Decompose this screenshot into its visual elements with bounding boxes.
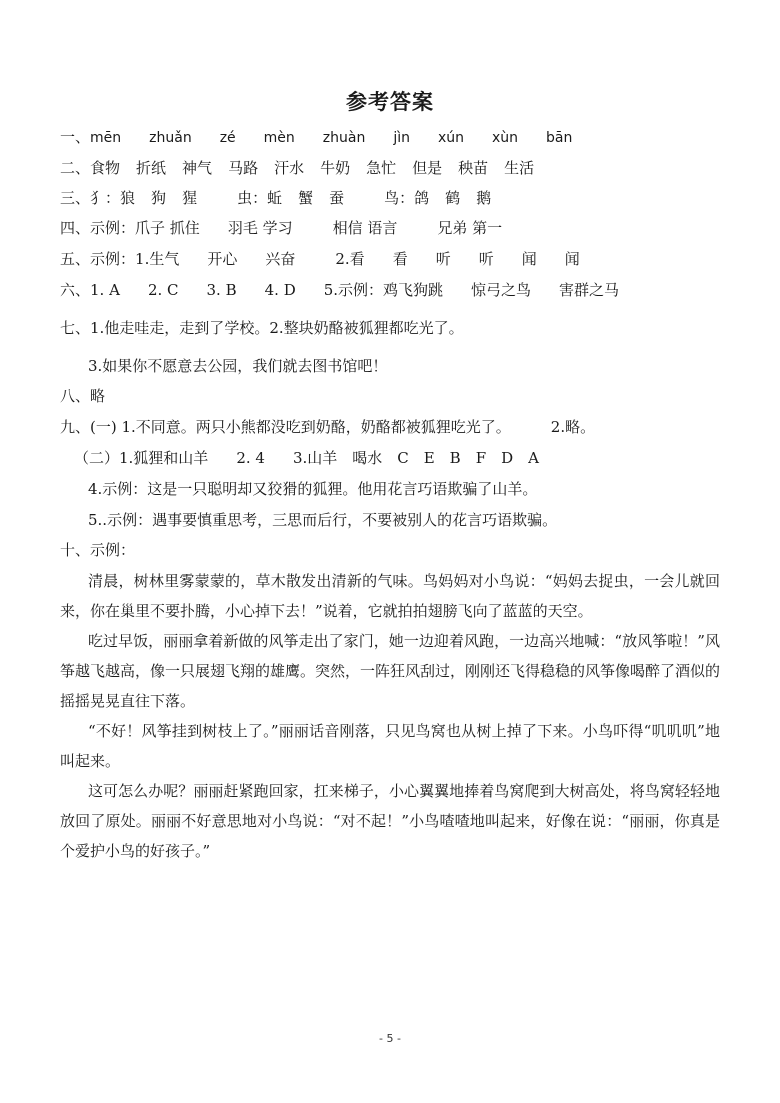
example-intro: 示例： — [90, 250, 136, 268]
idiom-answer: 害群之马 — [559, 281, 620, 299]
pinyin-item: mēn — [90, 130, 122, 146]
pinyin-item: jìn — [393, 130, 410, 146]
answer-9-sub-3: 3.山羊 喝水 C E B F D A — [292, 449, 539, 467]
character: 猩 — [182, 189, 198, 207]
answer-word: 听 — [435, 250, 451, 268]
answer-6-label: 六、 — [60, 281, 91, 299]
essay-paragraph: 清晨，树林里雾蒙蒙的，草木散发出清新的气味。鸟妈妈对小鸟说：“妈妈去捉虫，一会儿就回来，你在巢里不要扑腾，小心掉下去！”说着，它就拍拍翅膀飞向了蓝蓝的天空。 — [60, 572, 720, 620]
pinyin-item: bān — [546, 130, 573, 146]
word-pair: 相信 语言 — [332, 219, 398, 237]
answer-word: 兴奋 — [265, 250, 296, 268]
answer-4 — [60, 218, 502, 238]
answer-word: 看 — [392, 250, 408, 268]
answer-4-label: 四、 — [60, 219, 91, 237]
answer-8: 八、略 — [60, 387, 106, 405]
answer-10-head: 十、示例： — [60, 541, 136, 559]
essay-paragraph: 这可怎么办呢？丽丽赶紧跑回家，扛来梯子，小心翼翼地捧着鸟窝爬到大树高处，将鸟窝轻轻地放回了原处。丽丽不好意思地对小鸟说：“对不起！”小鸟喳喳地叫起来，好像在说：“丽丽，你真是个爱护小鸟的好孩子。” — [60, 782, 720, 860]
answer-5-label: 五、 — [60, 250, 91, 268]
character: 蚯 — [267, 189, 283, 207]
answer-9-line-2 — [74, 448, 539, 468]
answer-word: 闻 — [564, 250, 580, 268]
pinyin-item: zhuàn — [322, 130, 366, 146]
answer-9-sub-2: 2. 4 — [236, 449, 265, 467]
answer-3-label: 三、 — [60, 189, 91, 207]
choice-answer: 2. C — [147, 281, 179, 299]
pinyin-item: mèn — [263, 130, 295, 146]
answer-9-part-1: 九、(一) 1.不同意。两只小熊都没吃到奶酪，奶酪都被狐狸吃光了。 — [60, 418, 511, 436]
answer-7-line-1: 七、1.他走哇走，走到了学校。2.整块奶酪被狐狸都吃光了。 — [60, 319, 464, 337]
choice-answer: 4. D — [264, 281, 296, 299]
answer-word: 开心 — [207, 250, 238, 268]
word-pair: 兄弟 第一 — [437, 219, 503, 237]
word: 生活 — [504, 159, 535, 177]
pinyin-item: zhuǎn — [149, 130, 192, 146]
choice-answer: 3. B — [206, 281, 237, 299]
radical-group-head: 虫： — [237, 189, 268, 207]
character: 鸽 — [414, 189, 430, 207]
idiom-answer: 5.示例：鸡飞狗跳 — [323, 281, 444, 299]
choice-answer: 1. A — [90, 281, 120, 299]
word: 折纸 — [136, 159, 167, 177]
answer-6 — [60, 280, 619, 300]
word: 食物 — [90, 159, 121, 177]
answer-word: 听 — [478, 250, 494, 268]
radical-group-head: 鸟： — [384, 189, 415, 207]
essay-paragraph: “不好！风筝挂到树枝上了。”丽丽话音刚落，只见鸟窝也从树上掉了下来。小鸟吓得“叽叽叽”地叫起来。 — [60, 722, 720, 770]
answer-9-line-4: 5..示例：遇事要慎重思考，三思而后行，不要被别人的花言巧语欺骗。 — [88, 511, 558, 529]
idiom-answer: 惊弓之鸟 — [471, 281, 532, 299]
pinyin-list — [90, 130, 572, 146]
answer-9-sub-1: （二）1.狐狸和山羊 — [74, 449, 209, 467]
answer-word: 2.看 — [335, 250, 365, 268]
radical-group-head: 犭： — [90, 189, 121, 207]
answer-9-line-1 — [60, 417, 595, 437]
word-pair: 羽毛 学习 — [227, 219, 293, 237]
character: 鹅 — [476, 189, 492, 207]
word: 秧苗 — [458, 159, 489, 177]
character: 蟹 — [298, 189, 314, 207]
character: 蚕 — [329, 189, 345, 207]
answer-word: 闻 — [521, 250, 537, 268]
character: 狗 — [151, 189, 167, 207]
pinyin-item: xún — [437, 130, 465, 146]
pinyin-item: xùn — [492, 130, 519, 146]
character: 狼 — [120, 189, 136, 207]
example-intro: 示例： — [90, 219, 136, 237]
answer-3 — [60, 188, 491, 208]
page-title: 参考答案 — [346, 90, 434, 114]
word: 急忙 — [366, 159, 397, 177]
essay-paragraph: 吃过早饭，丽丽拿着新做的风筝走出了家门，她一边迎着风跑，一边高兴地喊：“放风筝啦！”风筝越飞越高，像一只展翅飞翔的雄鹰。突然，一阵狂风刮过，刚刚还飞得稳稳的风筝像喝醉了酒似的摇摇晃晃直往下落。 — [60, 632, 721, 710]
answer-9-part-2: 2.略。 — [550, 418, 596, 436]
answer-1 — [60, 127, 572, 148]
word: 牛奶 — [320, 159, 351, 177]
word: 但是 — [412, 159, 443, 177]
pinyin-item: zé — [219, 130, 236, 146]
character: 鹤 — [445, 189, 461, 207]
answer-1-label: 一、 — [60, 128, 91, 146]
answer-7-line-2: 3.如果你不愿意去公园，我们就去图书馆吧！ — [88, 357, 388, 375]
answer-5 — [60, 249, 580, 269]
word: 马路 — [228, 159, 259, 177]
word: 神气 — [182, 159, 213, 177]
word: 汗水 — [274, 159, 305, 177]
answer-2-label: 二、 — [60, 159, 91, 177]
answer-word: 1.生气 — [135, 250, 180, 268]
answer-2 — [60, 158, 534, 178]
page-number: - 5 - — [379, 1032, 401, 1045]
answer-9-line-3: 4.示例：这是一只聪明却又狡猾的狐狸。他用花言巧语欺骗了山羊。 — [88, 480, 538, 498]
word-pair: 爪子 抓住 — [135, 219, 200, 237]
